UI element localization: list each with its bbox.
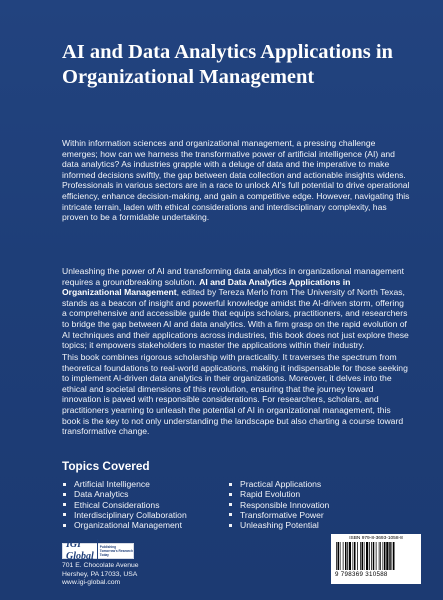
- topics-list-right: [228, 479, 329, 530]
- description-paragraph-2: [62, 266, 410, 351]
- publisher-logo-name: IGI Global: [63, 539, 98, 563]
- topic-item: Ethical Considerations: [62, 500, 187, 510]
- barcode-digits: 9 798369 310588: [335, 571, 388, 578]
- barcode-bar: [384, 542, 386, 570]
- topic-item: Organizational Management: [62, 520, 187, 530]
- paragraph-2-intro: Unleashing the power of AI and transforming data analytics in organizational management requires a groundbreaking solution.: [62, 266, 405, 287]
- barcode-bar: [364, 542, 365, 570]
- publisher-address: [62, 562, 139, 588]
- isbn-label: ISBN 979-8-3693-1058-8: [349, 536, 403, 541]
- topic-item: Responsible Innovation: [228, 500, 329, 510]
- barcode-bar: [336, 542, 337, 570]
- book-title-inline: AI and Data Analytics Applications in Organizational Management: [62, 276, 351, 298]
- barcode-bar: [362, 542, 364, 570]
- barcode-bar: [366, 542, 368, 570]
- barcode-bar: [389, 542, 391, 570]
- description-paragraph-1: Within information sciences and organizational management, a pressing challenge emerges; how can we harness the transformative power of artificial intelligence (AI) and data analytics? As industries grapple with a deluge of data and the imperative to make informed decisions swiftly, the gap between data collection and actionable insights widens. Professionals in various sectors are in a race to unlock AI's full potential to drive operational efficiency, enhance decision-making, and gain a competitive edge. However, navigating this intricate terrain, laden with ethical considerations and interdisciplinary complexity, has proven to be a formidable undertaking.: [62, 138, 410, 223]
- topic-item: Practical Applications: [228, 479, 329, 489]
- topic-item: Rapid Evolution: [228, 489, 329, 499]
- barcode-bar: [353, 542, 354, 570]
- barcode-bar: [369, 542, 370, 570]
- description-paragraph-3: This book combines rigorous scholarship with practicality. It traverses the spectrum from theoretical foundations to real-world applications, making it indispensable for those seeking to implement AI-driven data analytics in their organizations. Moreover, it delves into the ethical and societal dimensions of this revolution, ensuring that the journey toward innovation is paved with responsible considerations. For researchers, scholars, and practitioners yearning to unleash the potential of AI in organizational management, this book is the key to not only understanding the landscape but also charting a course toward transformative change.: [62, 352, 408, 437]
- barcode-bar: [373, 542, 375, 570]
- topic-item: Transformative Power: [228, 510, 329, 520]
- book-title: AI and Data Analytics Applications in Organizational Management: [62, 41, 393, 88]
- barcode-bar: [392, 542, 393, 570]
- topic-item: Artificial Intelligence: [62, 479, 187, 489]
- address-street: 701 E. Chocolate Avenue: [62, 562, 139, 569]
- barcode-bar: [380, 542, 381, 570]
- barcode-bar: [340, 542, 341, 570]
- barcode-bar: [386, 542, 388, 570]
- barcode-bar: [360, 542, 361, 570]
- topics-list-left: [62, 479, 187, 530]
- publisher-website: www.igi-global.com: [62, 579, 121, 587]
- barcode-bar: [371, 542, 372, 570]
- publisher-logo: [62, 539, 134, 562]
- barcode-bar: [345, 542, 347, 570]
- barcode-icon: [335, 542, 417, 570]
- barcode-bar: [379, 542, 380, 570]
- barcode-bar: [357, 542, 358, 570]
- barcode-bar: [393, 542, 395, 570]
- publisher-logo-tagline: Publishing Tomorrow's Research Today: [99, 545, 133, 557]
- barcode-bar: [354, 542, 356, 570]
- paragraph-2-rest: , edited by Tereza Merlo from The University of North Texas, stands as a beacon of insight and powerful knowledge amidst the AI-driven storm, offering a comprehensive and accessible guide that equips scholars, practitioners, and researchers to bridge the gap between AI and data analytics. With a firm grasp on the rapid evolution of AI techniques and their applications across industries, this book does not just explore these topics; it empowers stakeholders to master the applications within their industry.: [62, 287, 409, 351]
- barcode-bar: [349, 542, 351, 570]
- barcode-bar: [347, 542, 348, 570]
- barcode-bar: [343, 542, 344, 570]
- barcode-bar: [376, 542, 377, 570]
- topic-item: Interdisciplinary Collaboration: [62, 510, 187, 520]
- topic-item: Data Analytics: [62, 489, 187, 499]
- address-city: Hershey, PA 17033, USA: [62, 570, 138, 578]
- topics-heading: Topics Covered: [62, 459, 150, 473]
- barcode-bar: [383, 542, 384, 570]
- isbn-barcode: [331, 534, 421, 584]
- barcode-bar: [338, 542, 340, 570]
- topic-item: Unleashing Potential: [228, 520, 329, 530]
